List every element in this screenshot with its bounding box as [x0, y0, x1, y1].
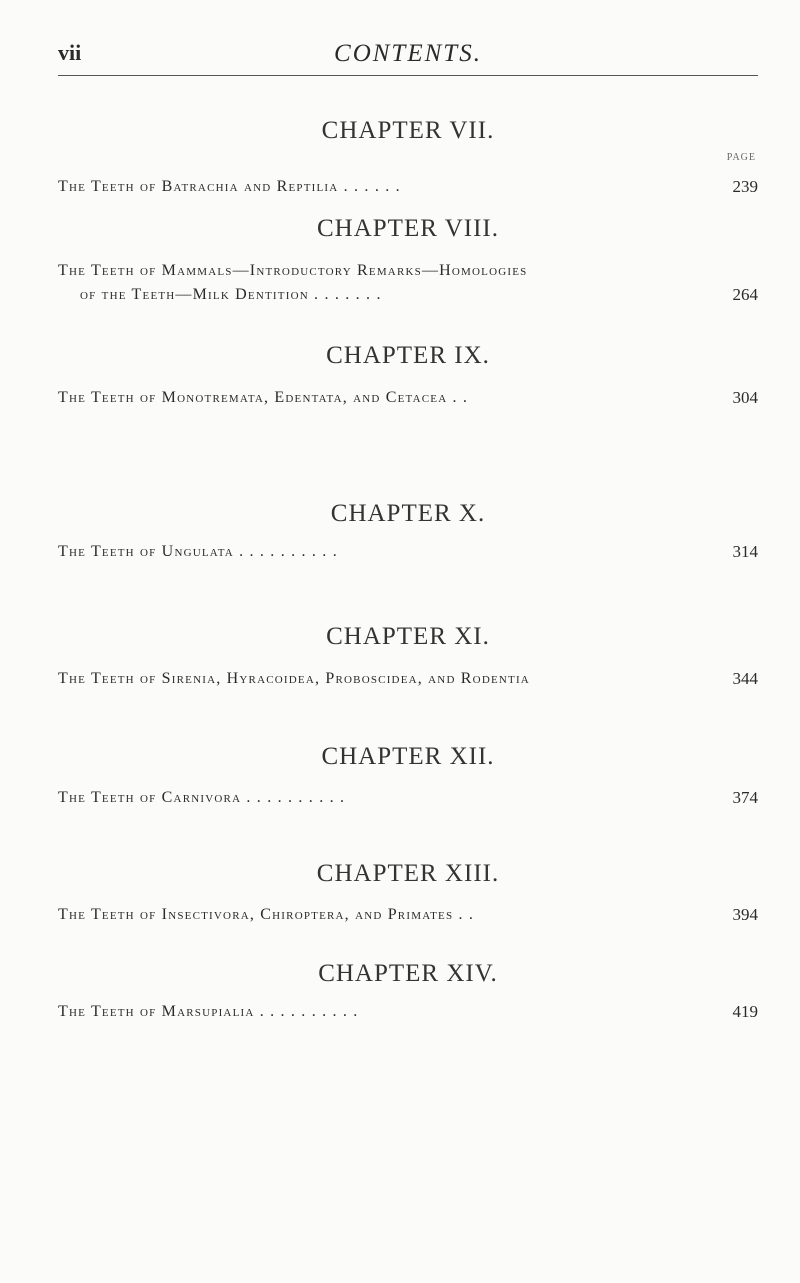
entry-line: The Teeth of Carnivora . . . . . . . . . .	[58, 789, 346, 806]
entry-line: The Teeth of Sirenia, Hyracoidea, Proboscidea, and Rodentia	[58, 670, 530, 687]
entry-page-number: 344	[732, 669, 758, 688]
header-rule	[58, 75, 758, 76]
toc-entry[interactable]	[58, 667, 758, 691]
entry-page-number: 264	[732, 285, 758, 304]
chapter-heading: CHAPTER X.	[330, 500, 486, 527]
entry-line-text: of the Teeth—Milk Dentition . . . . . . .	[80, 286, 382, 303]
chapter-heading: CHAPTER XIV.	[318, 960, 498, 987]
entry-line: The Teeth of Mammals—Introductory Remarks—Homologies	[58, 262, 528, 279]
entry-line: The Teeth of Ungulata . . . . . . . . . .	[58, 543, 338, 560]
entry-line: The Teeth of Marsupialia . . . . . . . . . .	[58, 1003, 359, 1020]
entry-page-number: 314	[732, 542, 758, 561]
entry-page-number: 394	[732, 905, 758, 924]
entry-line	[58, 283, 758, 307]
chapter-heading: CHAPTER XIII.	[316, 860, 500, 887]
toc-entry[interactable]	[58, 540, 758, 564]
running-title: CONTENTS.	[334, 40, 482, 67]
chapter-heading: CHAPTER XII.	[321, 743, 495, 770]
toc-entry[interactable]	[58, 175, 758, 199]
toc-entry[interactable]	[58, 259, 758, 307]
chapter-heading: CHAPTER VIII.	[317, 215, 499, 242]
toc-entry[interactable]	[58, 386, 758, 410]
chapter-heading: CHAPTER XI.	[326, 623, 490, 650]
toc-entry[interactable]	[58, 786, 758, 810]
chapter-heading: CHAPTER IX.	[326, 342, 490, 369]
page-number: vii	[58, 40, 82, 65]
running-header	[58, 40, 758, 70]
entry-line: The Teeth of Insectivora, Chiroptera, and Primates . .	[58, 906, 475, 923]
entry-page-number: 304	[732, 388, 758, 407]
page-column-label: PAGE	[726, 152, 756, 163]
toc-entry[interactable]	[58, 1000, 758, 1024]
toc-entry[interactable]	[58, 903, 758, 927]
entry-page-number: 419	[732, 1002, 758, 1021]
chapter-heading: CHAPTER VII.	[321, 117, 495, 144]
entry-line: The Teeth of Batrachia and Reptilia . . . . . .	[58, 178, 401, 195]
entry-line: The Teeth of Monotremata, Edentata, and Cetacea . .	[58, 389, 469, 406]
entry-page-number: 374	[732, 788, 758, 807]
entry-page-number: 239	[732, 177, 758, 196]
